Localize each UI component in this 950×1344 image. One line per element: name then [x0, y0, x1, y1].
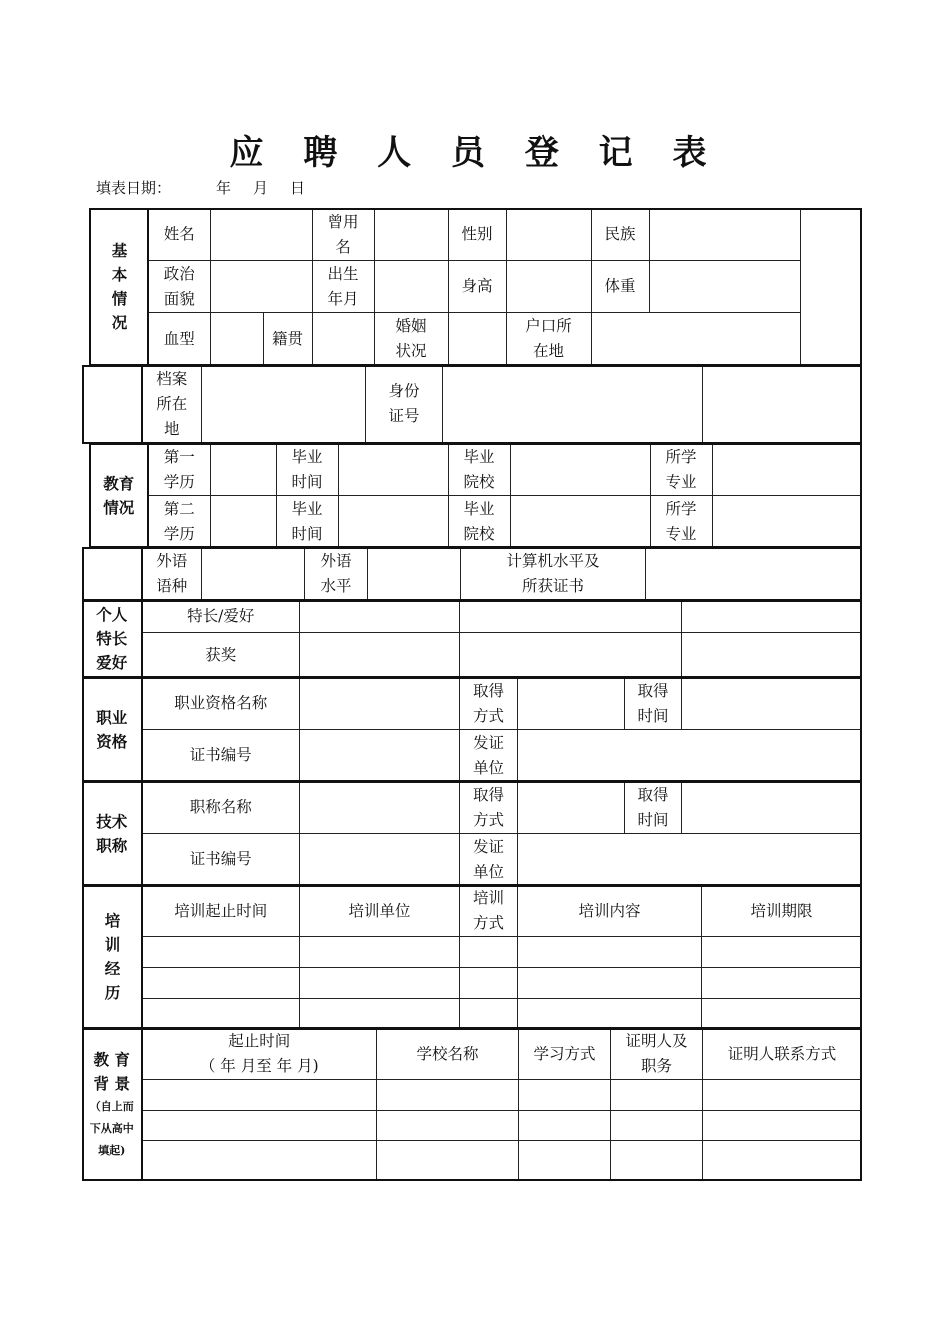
- col-training-period: 培训起止时间: [142, 886, 300, 937]
- label-qual-name: 职业资格名称: [142, 678, 300, 730]
- col-edu-period: 起止时间 （ 年 月至 年 月): [142, 1029, 377, 1080]
- training-cell[interactable]: [518, 968, 702, 999]
- edu-bg-cell[interactable]: [519, 1080, 611, 1111]
- field-title-name[interactable]: [300, 782, 460, 834]
- training-cell[interactable]: [142, 968, 300, 999]
- label-archive-location: 档案所在地: [142, 366, 202, 443]
- field-awards-3[interactable]: [682, 633, 862, 678]
- field-grad-time-1[interactable]: [338, 444, 448, 496]
- fill-date-month: 月: [253, 179, 269, 197]
- field-title-method[interactable]: [518, 782, 625, 834]
- field-weight[interactable]: [649, 261, 800, 313]
- field-qual-name[interactable]: [300, 678, 460, 730]
- label-hukou: 户口所在地: [506, 313, 591, 366]
- label-title-issuer: 发证单位: [460, 834, 518, 886]
- edu-bg-cell[interactable]: [377, 1141, 519, 1181]
- training-cell[interactable]: [518, 999, 702, 1029]
- field-native-place[interactable]: [312, 313, 374, 366]
- field-name[interactable]: [210, 209, 312, 261]
- col-edu-witness: 证明人及职务: [611, 1029, 703, 1080]
- label-title-cert-no: 证书编号: [142, 834, 300, 886]
- label-awards: 获奖: [142, 633, 300, 678]
- edu-background-table: [82, 1028, 862, 1181]
- training-cell[interactable]: [460, 968, 518, 999]
- field-political[interactable]: [210, 261, 312, 313]
- label-title-name: 职称名称: [142, 782, 300, 834]
- field-title-cert-no[interactable]: [300, 834, 460, 886]
- col-edu-school: 学校名称: [377, 1029, 519, 1080]
- label-height: 身高: [448, 261, 506, 313]
- field-birth[interactable]: [374, 261, 448, 313]
- edu-period-format: （ 年 月至 年 月): [199, 1057, 319, 1075]
- field-hukou[interactable]: [591, 313, 800, 366]
- edu-bg-note: （自上而下从高中填起): [89, 1099, 134, 1157]
- col-edu-mode: 学习方式: [519, 1029, 611, 1080]
- training-cell[interactable]: [702, 968, 862, 999]
- fill-date-label: 填表日期：: [96, 179, 172, 197]
- col-training-content: 培训内容: [518, 886, 702, 937]
- training-cell[interactable]: [142, 999, 300, 1029]
- label-grad-school-1: 毕业院校: [448, 444, 510, 496]
- hobby-header: 个人特长爱好: [83, 601, 142, 678]
- label-major-2: 所学专业: [650, 496, 712, 548]
- field-grad-time-2[interactable]: [338, 496, 448, 548]
- field-former-name[interactable]: [374, 209, 448, 261]
- label-specialty: 特长/爱好: [142, 601, 300, 633]
- field-grad-school-1[interactable]: [510, 444, 650, 496]
- training-cell[interactable]: [300, 968, 460, 999]
- label-qual-issuer: 发证单位: [460, 730, 518, 782]
- field-lang[interactable]: [202, 548, 305, 600]
- field-specialty-2[interactable]: [460, 601, 682, 633]
- qualification-table: [82, 677, 862, 782]
- edu-bg-header: 教 育 背 景 （自上而下从高中填起): [83, 1029, 142, 1181]
- edu-bg-cell[interactable]: [611, 1111, 703, 1141]
- edu-bg-cell[interactable]: [377, 1080, 519, 1111]
- label-ethnicity: 民族: [591, 209, 649, 261]
- field-archive-location[interactable]: [202, 366, 366, 443]
- field-archive-extra[interactable]: [703, 366, 862, 443]
- title-header: 技术职称: [83, 782, 142, 886]
- label-qual-cert-no: 证书编号: [142, 730, 300, 782]
- fill-date-day: 日: [290, 179, 306, 197]
- label-gender: 性别: [448, 209, 506, 261]
- training-table: [82, 885, 862, 1029]
- edu-bg-cell[interactable]: [519, 1111, 611, 1141]
- field-marital[interactable]: [448, 313, 506, 366]
- label-weight: 体重: [591, 261, 649, 313]
- field-id-number[interactable]: [443, 366, 703, 443]
- edu-bg-cell[interactable]: [142, 1080, 377, 1111]
- fill-date: [96, 177, 327, 198]
- col-training-method: 培训方式: [460, 886, 518, 937]
- field-height[interactable]: [506, 261, 591, 313]
- field-qual-cert-no[interactable]: [300, 730, 460, 782]
- field-major-1[interactable]: [712, 444, 861, 496]
- training-cell[interactable]: [460, 999, 518, 1029]
- field-awards-1[interactable]: [300, 633, 460, 678]
- field-lang-level[interactable]: [368, 548, 461, 600]
- edu-bg-cell[interactable]: [377, 1111, 519, 1141]
- label-marital: 婚姻状况: [374, 313, 448, 366]
- label-computer: 计算机水平及所获证书: [461, 548, 646, 600]
- label-lang-level: 外语水平: [305, 548, 368, 600]
- label-qual-time: 取得时间: [625, 678, 682, 730]
- training-header: 培训经历: [83, 886, 142, 1029]
- field-computer[interactable]: [646, 548, 862, 600]
- field-title-time[interactable]: [682, 782, 862, 834]
- label-political: 政治面貌: [148, 261, 210, 313]
- label-first-degree: 第一学历: [148, 444, 210, 496]
- edu-bg-cell[interactable]: [519, 1141, 611, 1181]
- edu-bg-cell[interactable]: [611, 1141, 703, 1181]
- label-birth: 出生年月: [312, 261, 374, 313]
- edu-bg-cell[interactable]: [611, 1080, 703, 1111]
- label-major-1: 所学专业: [650, 444, 712, 496]
- education-table: [82, 443, 862, 548]
- edu-bg-cell[interactable]: [703, 1141, 862, 1181]
- language-table: [82, 547, 862, 600]
- field-ethnicity[interactable]: [649, 209, 800, 261]
- field-second-degree[interactable]: [210, 496, 276, 548]
- training-cell[interactable]: [518, 937, 702, 968]
- archive-header: [83, 366, 142, 443]
- title-table: [82, 781, 862, 886]
- photo-box[interactable]: [800, 209, 861, 366]
- training-cell[interactable]: [300, 999, 460, 1029]
- field-gender[interactable]: [506, 209, 591, 261]
- education-header: 教育情况: [90, 444, 148, 548]
- hobby-table: [82, 600, 862, 678]
- training-cell[interactable]: [702, 999, 862, 1029]
- field-first-degree[interactable]: [210, 444, 276, 496]
- field-specialty-3[interactable]: [682, 601, 862, 633]
- label-title-time: 取得时间: [625, 782, 682, 834]
- qualification-header: 职业资格: [83, 678, 142, 782]
- field-awards-2[interactable]: [460, 633, 682, 678]
- basic-info-table: [82, 208, 861, 366]
- label-grad-time-2: 毕业时间: [276, 496, 338, 548]
- field-title-issuer[interactable]: [518, 834, 862, 886]
- col-training-unit: 培训单位: [300, 886, 460, 937]
- label-native-place: 籍贯: [263, 313, 312, 366]
- field-qual-issuer[interactable]: [518, 730, 862, 782]
- col-training-duration: 培训期限: [702, 886, 862, 937]
- label-former-name: 曾用名: [312, 209, 374, 261]
- training-cell[interactable]: [460, 937, 518, 968]
- archive-table: [82, 365, 862, 443]
- basic-section-header: 基本情况: [90, 209, 148, 366]
- edu-bg-cell[interactable]: [142, 1141, 377, 1181]
- field-major-2[interactable]: [712, 496, 861, 548]
- edu-bg-cell[interactable]: [703, 1111, 862, 1141]
- field-qual-time[interactable]: [682, 678, 862, 730]
- label-name: 姓名: [148, 209, 210, 261]
- field-specialty-1[interactable]: [300, 601, 460, 633]
- label-title-method: 取得方式: [460, 782, 518, 834]
- language-header: [83, 548, 142, 600]
- label-qual-method: 取得方式: [460, 678, 518, 730]
- page-title: 应 聘 人 员 登 记 表: [229, 133, 721, 173]
- label-second-degree: 第二学历: [148, 496, 210, 548]
- label-id-number: 身份证号: [366, 366, 443, 443]
- label-grad-school-2: 毕业院校: [448, 496, 510, 548]
- edu-bg-cell[interactable]: [142, 1111, 377, 1141]
- label-blood: 血型: [148, 313, 210, 366]
- label-grad-time-1: 毕业时间: [276, 444, 338, 496]
- training-cell[interactable]: [300, 937, 460, 968]
- col-edu-contact: 证明人联系方式: [703, 1029, 862, 1080]
- training-cell[interactable]: [702, 937, 862, 968]
- field-qual-method[interactable]: [518, 678, 625, 730]
- edu-bg-cell[interactable]: [703, 1080, 862, 1111]
- field-grad-school-2[interactable]: [510, 496, 650, 548]
- label-lang: 外语语种: [142, 548, 202, 600]
- training-cell[interactable]: [142, 937, 300, 968]
- fill-date-year: 年: [216, 179, 232, 197]
- field-blood[interactable]: [210, 313, 263, 366]
